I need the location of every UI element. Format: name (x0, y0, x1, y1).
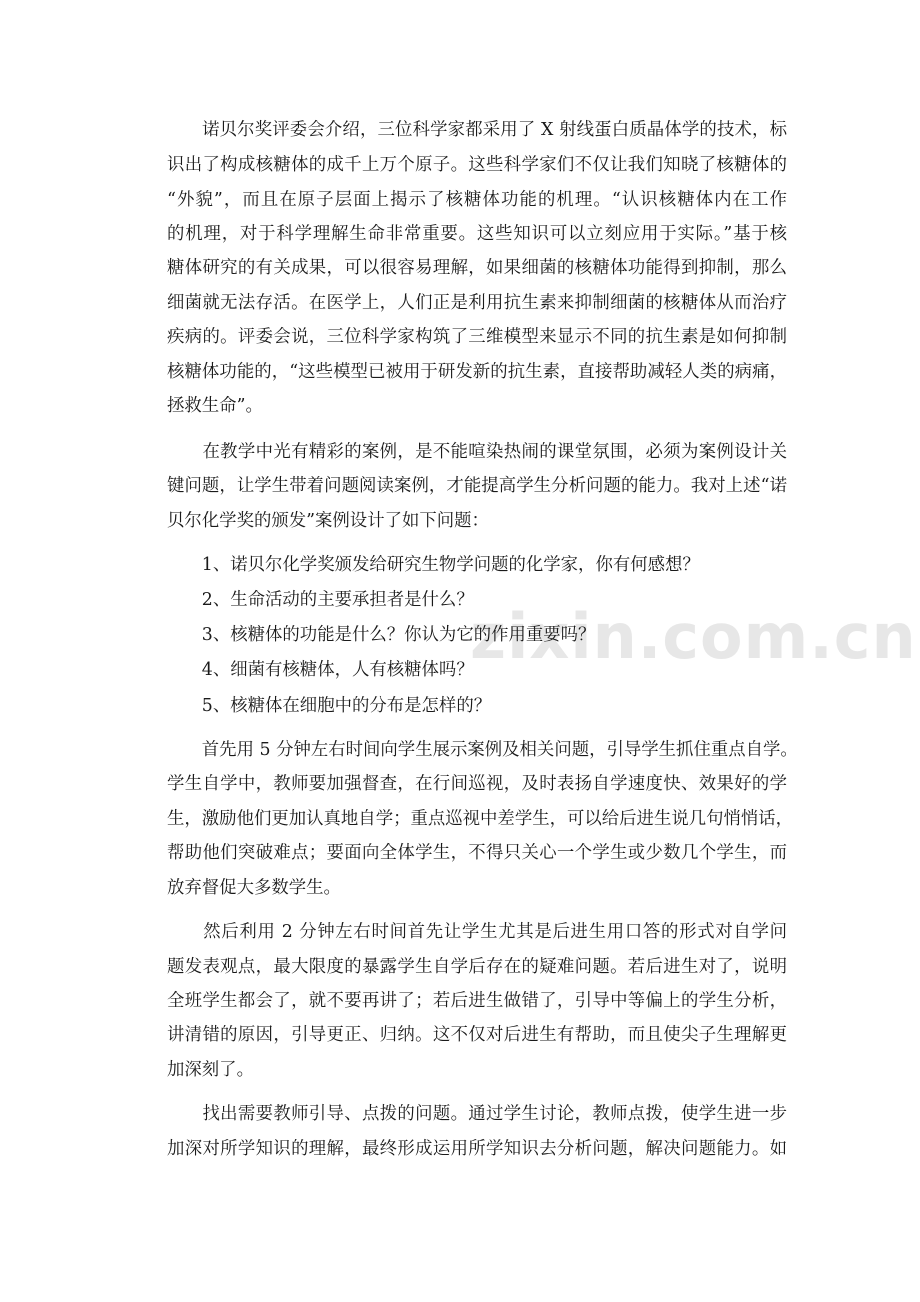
text-line: 学生自学中，教师要加强督查，在行间巡视，及时表扬自学速度快、效果好的学 (167, 774, 787, 794)
text-line: 然后利用 2 分钟左右时间首先让学生尤其是后进生用口答的形式对自学问 (167, 922, 787, 942)
text-line: 1、诺贝尔化学奖颁发给研究生物学问题的化学家，你有何感想？ (167, 555, 700, 575)
text-line: 4、细菌有核糖体，人有核糖体吗？ (167, 660, 474, 680)
text-line: 贝尔化学奖的颁发”案例设计了如下问题： (167, 511, 489, 531)
text-line: 拯救生命”。 (167, 396, 263, 416)
text-line: 全班学生都会了，就不要再讲了；若后进生做错了，引导中等偏上的学生分析， (167, 991, 787, 1011)
text-line: “外貌”，而且在原子层面上揭示了核糖体功能的机理。“认识核糖体内在工作 (167, 190, 787, 210)
text-line: 找出需要教师引导、点拨的问题。通过学生讨论，教师点拨，使学生进一步 (167, 1104, 787, 1124)
text-line: 5、核糖体在细胞中的分布是怎样的？ (167, 696, 492, 716)
text-line: 生，激励他们更加认真地自学；重点巡视中差学生，可以给后进生说几句悄悄话， (167, 809, 794, 829)
text-line: 识出了构成核糖体的成千上万个原子。这些科学家们不仅让我们知晓了核糖体的 (167, 155, 787, 175)
text-line: 加深对所学知识的理解，最终形成运用所学知识去分析问题，解决问题能力。如 (167, 1139, 787, 1159)
text-line: 核糖体功能的，“这些模型已被用于研发新的抗生素，直接帮助减轻人类的病痛， (167, 362, 787, 382)
text-line: 诺贝尔奖评委会介绍，三位科学家都采用了 X 射线蛋白质晶体学的技术，标 (167, 120, 787, 140)
text-line: 3、核糖体的功能是什么？你认为它的作用重要吗？ (167, 625, 596, 645)
text-line: 细菌就无法存活。在医学上，人们正是利用抗生素来抑制细菌的核糖体从而治疗 (167, 293, 787, 313)
watermark-text: zixin.com.cn (470, 600, 917, 673)
text-line: 题发表观点，最大限度的暴露学生自学后存在的疑难问题。若后进生对了，说明 (167, 957, 787, 977)
text-line: 放弃督促大多数学生。 (167, 878, 341, 898)
text-line: 讲清错的原因，引导更正、归纳。这不仅对后进生有帮助，而且使尖子生理解更 (167, 1025, 787, 1045)
text-line: 首先用 5 分钟左右时间向学生展示案例及相关问题，引导学生抓住重点自学。 (167, 740, 798, 760)
text-line: 帮助他们突破难点；要面向全体学生，不得只关心一个学生或少数几个学生，而 (167, 843, 787, 863)
text-line: 糖体研究的有关成果，可以很容易理解，如果细菌的核糖体功能得到抑制，那么 (167, 258, 787, 278)
text-line: 2、生命活动的主要承担者是什么？ (167, 590, 474, 610)
text-line: 的机理，对于科学理解生命非常重要。这些知识可以立刻应用于实际。”基于核 (167, 224, 787, 244)
text-line: 疾病的。评委会说，三位科学家构筑了三维模型来显示不同的抗生素是如何抑制 (167, 327, 787, 347)
text-line: 键问题，让学生带着问题阅读案例，才能提高学生分析问题的能力。我对上述“诺 (167, 476, 787, 496)
text-line: 加深刻了。 (167, 1060, 254, 1080)
text-line: 在教学中光有精彩的案例，是不能喧染热闹的课堂氛围，必须为案例设计关 (167, 442, 787, 462)
